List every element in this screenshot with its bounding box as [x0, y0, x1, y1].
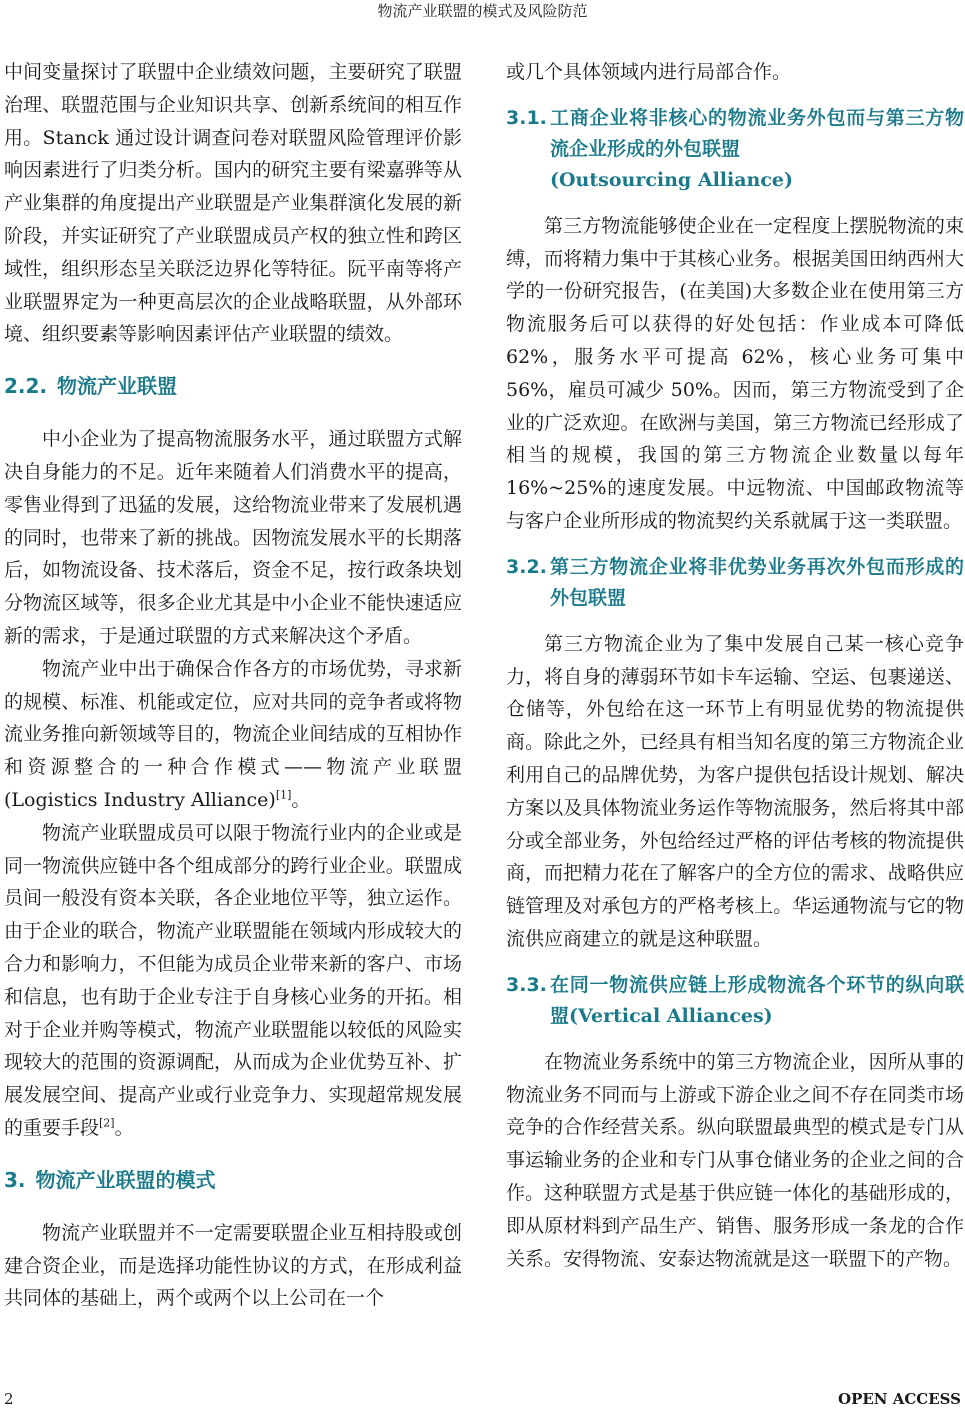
section-number: 3.1.	[506, 106, 547, 129]
section-heading-3-3	[506, 970, 964, 1032]
section-number: 3.2.	[506, 555, 547, 578]
right-column	[506, 56, 964, 1275]
section-heading-3-1	[506, 103, 964, 196]
section-title: 第三方物流企业将非优势业务再次外包而形成的外包联盟	[550, 555, 964, 609]
section-number: 2.2.	[4, 374, 48, 399]
section-heading-3-2	[506, 552, 964, 614]
section-title: 物流产业联盟的模式	[35, 1167, 216, 1192]
paragraph: 在物流业务系统中的第三方物流企业，因所从事的物流业务不同而与上游或下游企业之间不存在同类市场竞争的合作经营关系。纵向联盟最典型的模式是专门从事运输业务的企业和专门从事仓储业务的企业之间的合作。这种联盟方式是基于供应链一体化的基础形成的，即从原材料到产品生产、销售、服务形成一条龙的合作关系。安得物流、安泰达物流就是这一联盟下的产物。	[506, 1050, 964, 1270]
section-title: 在同一物流供应链上形成物流各个环节的纵向联盟	[550, 973, 964, 1027]
paragraph: 物流产业中出于确保合作各方的市场优势，寻求新的规模、标准、机能或定位，应对共同的竞争者或将物流业务推向新领域等目的，物流企业间结成的互相协作和资源整合的一种合作模式——物流产业联盟(Logistics Industry Alliance)[1]。	[4, 657, 462, 811]
citation: [1]	[275, 788, 292, 802]
section-number: 3.3.	[506, 973, 547, 996]
paragraph: 物流产业联盟并不一定需要联盟企业互相持股或创建合资企业，而是选择功能性协议的方式，在形成利益共同体的基础上，两个或两个以上公司在一个	[4, 1221, 462, 1310]
page-number: 2	[4, 1390, 14, 1408]
section-heading-3	[4, 1165, 462, 1195]
section-title-english: (Outsourcing Alliance)	[550, 168, 793, 191]
section-title: 物流产业联盟	[57, 374, 178, 399]
paragraph: 物流产业联盟成员可以限于物流行业内的企业或是同一物流供应链中各个组成部分的跨行业企业。联盟成员间一般没有资本关联，各企业地位平等，独立运作。由于企业的联合，物流产业联盟能在领域内形成较大的合力和影响力，不但能为成员企业带来新的客户、市场和信息，也有助于企业专注于自身核心业务的开拓。相对于企业并购等模式，物流产业联盟能以较低的风险实现较大的范围的资源调配，从而成为企业优势互补、扩展发展空间、提高产业或行业竞争力、实现超常规发展的重要手段[2]。	[4, 821, 462, 1139]
paragraph: 或几个具体领域内进行局部合作。	[506, 61, 792, 83]
citation: [2]	[99, 1116, 115, 1130]
section-title-english: (Vertical Alliances)	[569, 1004, 773, 1027]
section-number: 3.	[4, 1167, 26, 1192]
paragraph: 中小企业为了提高物流服务水平，通过联盟方式解决自身能力的不足。近年来随着人们消费水平的提高，零售业得到了迅猛的发展，这给物流业带来了发展机遇的同时，也带来了新的挑战。因物流发展水平的长期落后，如物流设备、技术落后，资金不足，按行政条块划分物流区域等，很多企业尤其是中小企业不能快速适应新的需求，于是通过联盟的方式来解决这个矛盾。	[4, 428, 462, 647]
paragraph: 第三方物流能够使企业在一定程度上摆脱物流的束缚，而将精力集中于其核心业务。根据美国田纳西州大学的一份研究报告，(在美国)大多数企业在使用第三方物流服务后可以获得的好处包括：作业成本可降低 62%，服务水平可提高 62%，核心业务可集中 56%，雇员可减少 50%。因而，第三方物流受到了企业的广泛欢迎。在欧洲与美国，第三方物流已经形成了相当的规模，我国的第三方物流企业数量以每年 16%~25%的速度发展。中远物流、中国邮政物流等与客户企业所形成的物流契约关系就属于这一类联盟。	[506, 214, 964, 532]
page-footer	[0, 1388, 965, 1410]
section-heading-2-2	[4, 371, 462, 401]
section-title: 工商企业将非核心的物流业务外包而与第三方物流企业形成的外包联盟	[550, 106, 964, 160]
paragraph: 第三方物流企业为了集中发展自己某一核心竞争力，将自身的薄弱环节如卡车运输、空运、包裹递送、仓储等，外包给在这一环节上有明显优势的物流提供商。除此之外，已经具有相当知名度的第三方物流企业利用自己的品牌优势，为客户提供包括设计规划、解决方案以及具体物流业务运作等物流服务，然后将其中部分或全部业务，外包给经过严格的评估考核的物流提供商，而把精力花在了解客户的全方位的需求、战略供应链管理及对承包方的严格考核上。华运通物流与它的物流供应商建立的就是这种联盟。	[506, 632, 964, 950]
running-header: 物流产业联盟的模式及风险防范	[377, 2, 588, 20]
open-access-label: OPEN ACCESS	[838, 1390, 961, 1408]
left-column	[4, 56, 462, 1315]
paragraph: 中间变量探讨了联盟中企业绩效问题，主要研究了联盟治理、联盟范围与企业知识共享、创新系统间的相互作用。Stanck 通过设计调查问卷对联盟风险管理评价影响因素进行了归类分析。国内的研究主要有梁嘉骅等从产业集群的角度提出产业联盟是产业集群演化发展的新阶段，并实证研究了产业联盟成员产权的独立性和跨区域性，组织形态呈关联泛边界化等特征。阮平南等将产业联盟界定为一种更高层次的企业战略联盟，从外部环境、组织要素等影响因素评估产业联盟的绩效。	[4, 61, 462, 346]
